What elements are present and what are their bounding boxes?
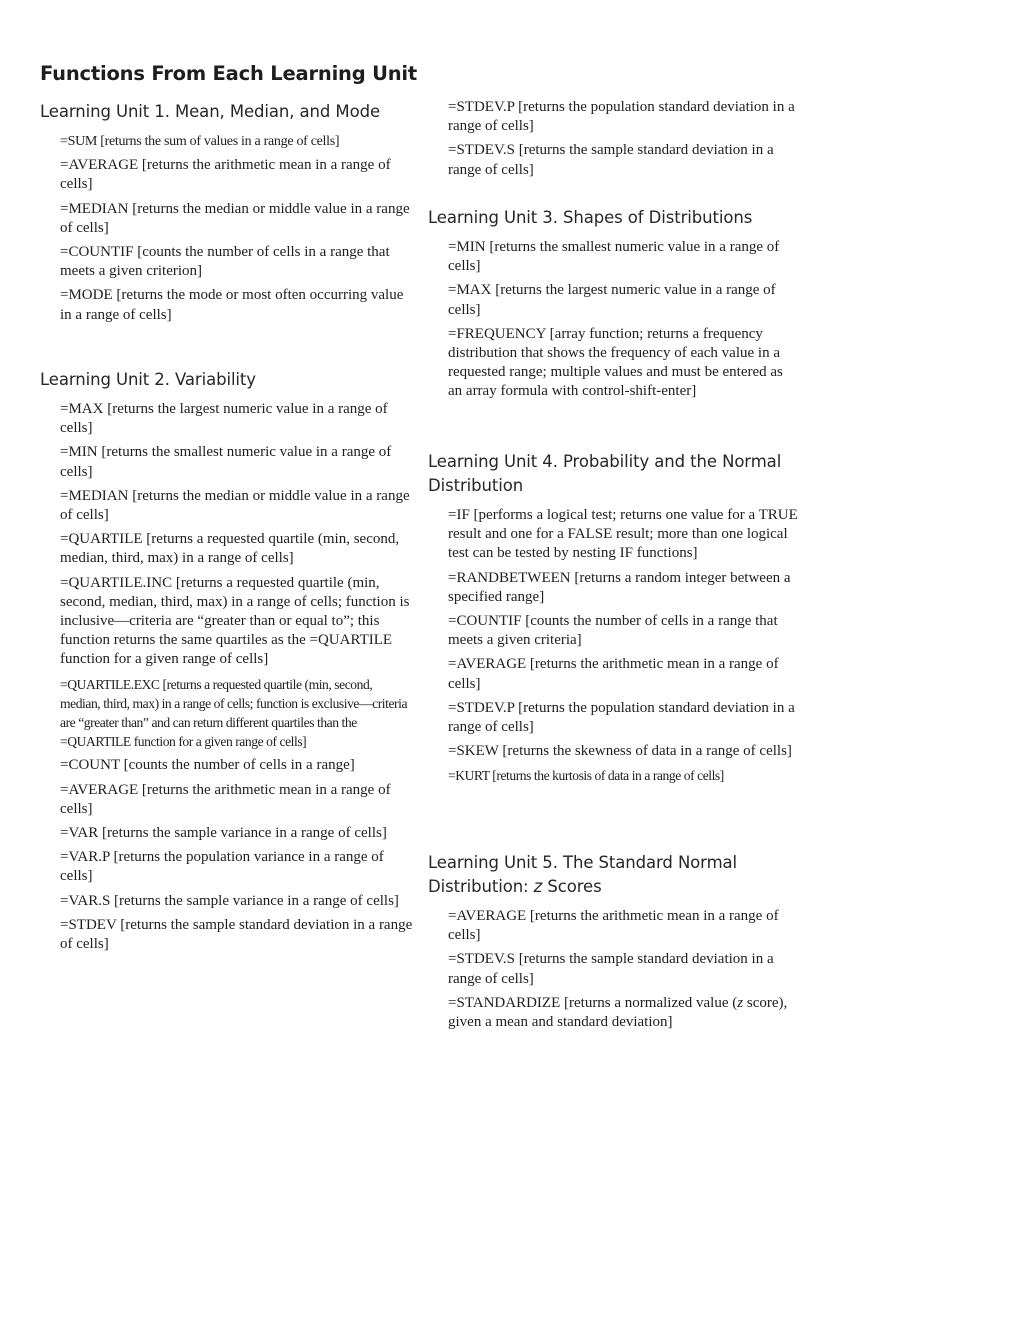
unit-3-section bbox=[428, 206, 800, 407]
unit-5-heading-text: Learning Unit 5. The Standard Normal Distribution: bbox=[428, 853, 738, 896]
unit-1-heading: Learning Unit 1. Mean, Median, and Mode bbox=[40, 102, 380, 121]
function-entry-count: =COUNT [counts the number of cells in a range] bbox=[60, 757, 355, 774]
unit-2-continued-list bbox=[428, 98, 800, 185]
function-entry-if: =IF [performs a logical test; returns one value for a TRUE result and one for a FALSE result; more than one logical test can be tested by nesting IF functions] bbox=[448, 507, 798, 562]
function-entry-max: =MAX [returns the largest numeric value in a range of cells] bbox=[60, 401, 388, 437]
function-entry-randbetween: =RANDBETWEEN [returns a random integer between a specified range] bbox=[448, 569, 791, 605]
standardize-text-end: score), given a mean and standard deviation] bbox=[448, 994, 788, 1031]
unit-3-heading: Learning Unit 3. Shapes of Distributions bbox=[428, 208, 753, 227]
unit-2-continued-function-list bbox=[428, 98, 800, 180]
function-entry-min: =MIN [returns the smallest numeric value in a range of cells] bbox=[60, 444, 392, 480]
function-entry-countif: =COUNTIF [counts the number of cells in a range that meets a given criterion] bbox=[60, 244, 390, 280]
function-entry-stdev: =STDEV [returns the sample standard deviation in a range of cells] bbox=[60, 916, 413, 953]
unit-2-heading: Learning Unit 2. Variability bbox=[40, 370, 256, 389]
unit-4-section bbox=[428, 450, 800, 791]
unit-4-heading: Learning Unit 4. Probability and the Normal Distribution bbox=[428, 452, 782, 495]
function-entry-quartile-inc: =QUARTILE.INC [returns a requested quartile (min, second, median, third, max) in a range of cells; function is inclusive—criteria are “greater than or equal to”; this function returns the same quartiles as the =QUARTILE function for a given range of cells] bbox=[60, 574, 410, 668]
unit-5-heading bbox=[428, 851, 800, 899]
unit-3-function-list bbox=[428, 238, 800, 402]
standardize-text-start: =STANDARDIZE [returns a normalized value ( bbox=[448, 994, 738, 1011]
unit-1-section bbox=[40, 100, 415, 330]
unit-5-section bbox=[428, 851, 800, 1037]
function-entry-var-s: =VAR.S [returns the sample variance in a range of cells] bbox=[60, 892, 399, 909]
function-entry-stdev-s: =STDEV.S [returns the sample standard deviation in a range of cells] bbox=[448, 951, 774, 987]
unit-2-function-list bbox=[40, 400, 415, 954]
function-entry-stdev-p: =STDEV.P [returns the population standard deviation in a range of cells] bbox=[448, 99, 795, 135]
function-entry-median: =MEDIAN [returns the median or middle value in a range of cells] bbox=[60, 487, 410, 524]
function-entry-max: =MAX [returns the largest numeric value in a range of cells] bbox=[448, 282, 776, 318]
function-entry-kurt: =KURT [returns the kurtosis of data in a range of cells] bbox=[448, 768, 724, 784]
function-entry-skew: =SKEW [returns the skewness of data in a range of cells] bbox=[448, 743, 792, 760]
unit-5-heading-z: z bbox=[533, 877, 543, 896]
page-title: Functions From Each Learning Unit bbox=[40, 62, 418, 85]
standardize-z: z bbox=[737, 994, 744, 1011]
function-entry-average: =AVERAGE [returns the arithmetic mean in a range of cells] bbox=[60, 157, 391, 193]
function-entry-stdev-p: =STDEV.P [returns the population standard deviation in a range of cells] bbox=[448, 699, 795, 736]
function-entry-min: =MIN [returns the smallest numeric value in a range of cells] bbox=[448, 239, 780, 275]
unit-1-function-list bbox=[40, 132, 415, 325]
function-entry-quartile: =QUARTILE [returns a requested quartile (min, second, median, third, max) in a range of cells] bbox=[60, 531, 400, 567]
unit-5-function-list bbox=[428, 907, 800, 1032]
function-entry-median: =MEDIAN [returns the median or middle value in a range of cells] bbox=[60, 200, 410, 236]
function-entry-average: =AVERAGE [returns the arithmetic mean in a range of cells] bbox=[448, 656, 779, 692]
function-entry-average: =AVERAGE [returns the arithmetic mean in a range of cells] bbox=[448, 908, 779, 944]
function-entry-average: =AVERAGE [returns the arithmetic mean in a range of cells] bbox=[60, 781, 391, 817]
function-entry-sum: =SUM [returns the sum of values in a range of cells] bbox=[60, 134, 340, 149]
function-entry-var-p: =VAR.P [returns the population variance in a range of cells] bbox=[60, 849, 384, 885]
function-entry-quartile-exc: =QUARTILE.EXC [returns a requested quartile (min, second, median, third, max) in a range of cells; function is exclusive—criteria are “greater than” and can return different quartiles than the =QUARTILE function for a given range of cells] bbox=[60, 676, 408, 750]
function-entry-var: =VAR [returns the sample variance in a range of cells] bbox=[60, 825, 387, 842]
function-entry-frequency: =FREQUENCY [array function; returns a frequency distribution that shows the frequency of each value in a requested range; multiple values and must be entered as an array formula with control-shift-enter] bbox=[448, 325, 783, 400]
unit-5-heading-scores: Scores bbox=[542, 877, 602, 896]
function-entry-countif: =COUNTIF [counts the number of cells in a range that meets a given criteria] bbox=[448, 613, 778, 649]
function-entry-stdev-s: =STDEV.S [returns the sample standard deviation in a range of cells] bbox=[448, 142, 774, 178]
unit-4-function-list bbox=[428, 506, 800, 786]
function-entry-standardize bbox=[448, 994, 800, 1032]
function-entry-mode: =MODE [returns the mode or most often occurring value in a range of cells] bbox=[60, 287, 404, 323]
unit-2-section bbox=[40, 368, 415, 959]
